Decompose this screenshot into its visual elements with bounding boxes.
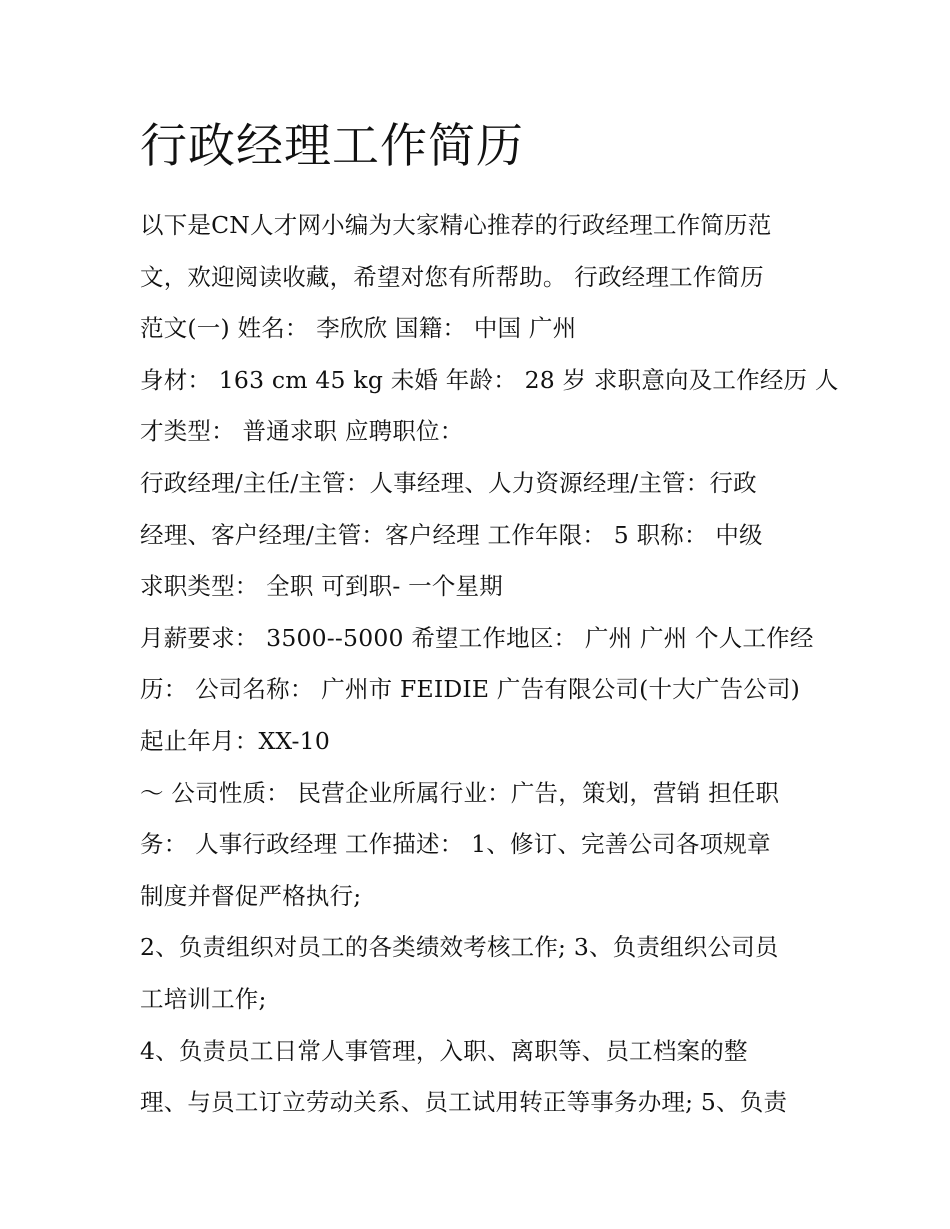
body-line: 身材： 163 cm 45 kg 未婚 年龄： 28 岁 求职意向及工作经历 人 (140, 365, 839, 394)
body-line: 经理、客户经理/主管：客户经理 工作年限： 5 职称： 中级 (140, 520, 763, 549)
body-line: 2、负责组织对员工的各类绩效考核工作; 3、负责组织公司员 (140, 933, 779, 962)
body-line: 工培训工作; (140, 984, 267, 1013)
body-line: 行政经理/主任/主管：人事经理、人力资源经理/主管：行政 (140, 468, 757, 497)
body-line: 文，欢迎阅读收藏，希望对您有所帮助。 行政经理工作简历 (140, 262, 764, 291)
body-line: ～ 公司性质： 民营企业所属行业：广告，策划，营销 担任职 (140, 778, 780, 807)
body-line: 求职类型： 全职 可到职- 一个星期 (140, 572, 503, 601)
document-body (140, 200, 839, 1129)
body-line: 才类型： 普通求职 应聘职位： (140, 417, 464, 446)
body-line: 制度并督促严格执行; (140, 881, 362, 910)
document-title: 行政经理工作简历 (140, 119, 524, 174)
body-line: 4、负责员工日常人事管理，入职、离职等、员工档案的整 (140, 1036, 748, 1065)
body-line: 务： 人事行政经理 工作描述： 1、修订、完善公司各项规章 (140, 830, 771, 859)
body-line: 理、与员工订立劳动关系、员工试用转正等事务办理; 5、负责 (140, 1088, 788, 1117)
body-line: 起止年月：XX-10 (140, 726, 330, 755)
body-line: 范文(一) 姓名： 李欣欣 国籍： 中国 广州 (140, 314, 577, 343)
body-line: 月薪要求： 3500--5000 希望工作地区： 广州 广州 个人工作经 (140, 623, 814, 652)
body-line: 历： 公司名称： 广州市 FEIDIE 广告有限公司(十大广告公司) (140, 675, 801, 704)
body-line: 以下是CN人才网小编为大家精心推荐的行政经理工作简历范 (140, 211, 772, 239)
